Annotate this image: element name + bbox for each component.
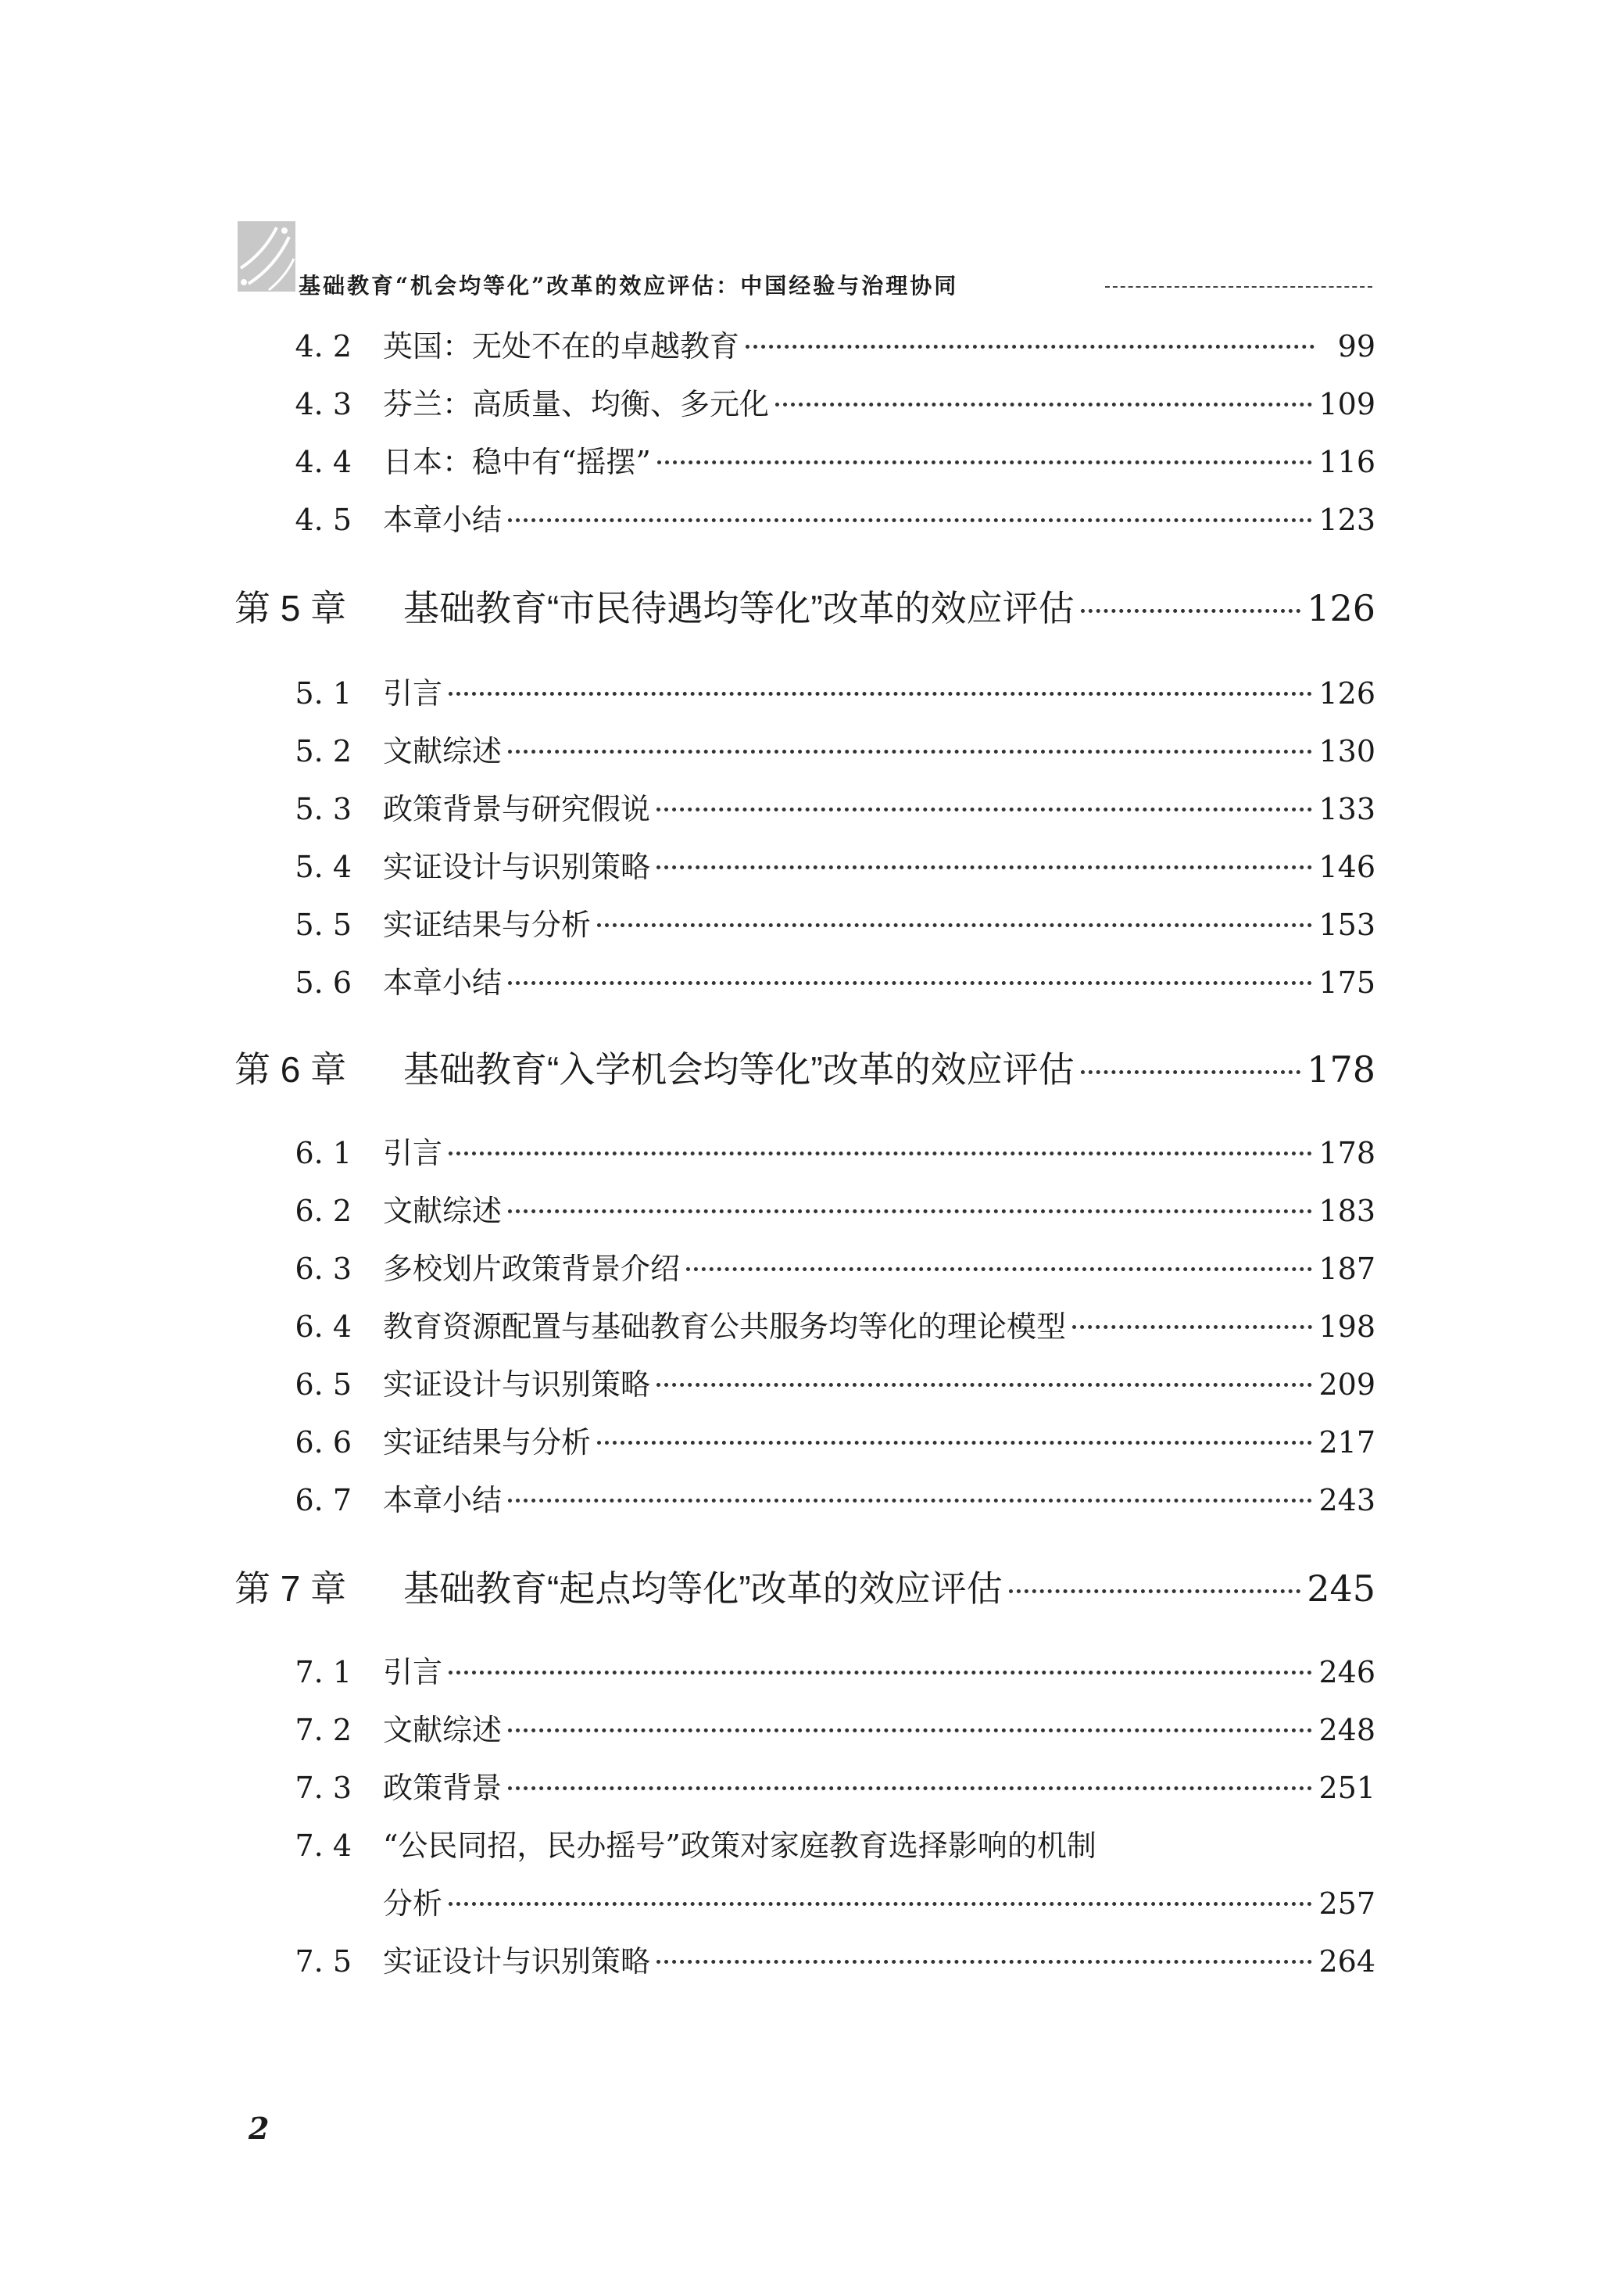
toc-title: 日本：稳中有“摇摆” <box>383 445 651 479</box>
toc-chapter-title: 基础教育“入学机会均等化”改革的效应评估 <box>403 1049 1075 1090</box>
toc-number: 4. 4 <box>295 445 352 479</box>
toc-number: 7. 3 <box>295 1771 352 1805</box>
toc-leader <box>508 1786 1312 1790</box>
toc-entry-6-2[interactable] <box>234 1187 1375 1227</box>
toc-chapter-number: 第 7 章 <box>234 1568 347 1609</box>
toc-title: 文献综述 <box>383 734 503 768</box>
toc-title: 英国：无处不在的卓越教育 <box>383 329 740 364</box>
toc-leader <box>449 1152 1312 1155</box>
toc-page: 126 <box>1318 676 1375 711</box>
toc-leader <box>508 1728 1312 1732</box>
toc-page: 245 <box>1307 1567 1375 1610</box>
toc-title: “公民同招，民办摇号”政策对家庭教育选择影响的机制 <box>383 1829 1096 1863</box>
toc-leader <box>449 1902 1312 1906</box>
toc-title: 芬兰：高质量、均衡、多元化 <box>383 387 770 421</box>
toc-entry-5-4[interactable] <box>234 843 1375 883</box>
toc-number: 7. 2 <box>295 1713 352 1747</box>
toc-chapter-title: 基础教育“市民待遇均等化”改革的效应评估 <box>403 588 1075 629</box>
running-header-title: 基础教育“机会均等化”改革的效应评估：中国经验与治理协同 <box>299 273 959 299</box>
toc-title: 本章小结 <box>383 965 503 1000</box>
header-dashed-rule <box>1105 286 1372 288</box>
toc-page: 246 <box>1318 1655 1375 1689</box>
toc-entry-6-4[interactable] <box>234 1302 1375 1343</box>
toc-leader <box>656 1383 1312 1387</box>
toc-title: 实证设计与识别策略 <box>383 1944 651 1979</box>
toc-number: 5. 2 <box>295 734 352 768</box>
toc-page: 178 <box>1307 1048 1375 1091</box>
toc-entry-4-4[interactable] <box>234 438 1375 478</box>
toc-number: 6. 3 <box>295 1252 352 1286</box>
toc-entry-7-4-continued[interactable] <box>234 1879 1375 1920</box>
toc-leader <box>449 692 1312 696</box>
toc-entry-5-5[interactable] <box>234 901 1375 941</box>
toc-leader <box>449 1671 1312 1675</box>
toc-page: 178 <box>1318 1136 1375 1170</box>
toc-page: 123 <box>1318 503 1375 537</box>
toc-number: 5. 5 <box>295 908 352 942</box>
toc-chapter-number: 第 5 章 <box>234 588 347 629</box>
toc-leader <box>508 518 1312 522</box>
toc-leader <box>1072 1325 1312 1329</box>
toc-leader <box>657 460 1313 464</box>
toc-chapter-6[interactable] <box>234 1041 1375 1091</box>
toc-title: 教育资源配置与基础教育公共服务均等化的理论模型 <box>383 1309 1067 1344</box>
toc-page: 130 <box>1318 734 1375 768</box>
toc-leader <box>686 1267 1312 1271</box>
toc-page: 198 <box>1318 1309 1375 1344</box>
toc-number: 5. 1 <box>295 676 352 711</box>
toc-page: 243 <box>1318 1483 1375 1517</box>
toc-page: 175 <box>1318 965 1375 1000</box>
toc-leader <box>508 981 1312 985</box>
toc-chapter-number: 第 6 章 <box>234 1049 347 1090</box>
toc-entry-7-3[interactable] <box>234 1764 1375 1804</box>
toc-leader <box>1009 1589 1301 1593</box>
toc-number: 5. 4 <box>295 850 352 884</box>
toc-title: 政策背景 <box>383 1771 503 1805</box>
toc-page: 187 <box>1318 1252 1375 1286</box>
toc-entry-7-2[interactable] <box>234 1706 1375 1746</box>
toc-number: 5. 3 <box>295 792 352 826</box>
toc-chapter-title: 基础教育“起点均等化”改革的效应评估 <box>403 1568 1003 1609</box>
toc-entry-4-2[interactable] <box>234 322 1375 363</box>
toc-page: 251 <box>1318 1771 1375 1805</box>
toc-entry-5-2[interactable] <box>234 727 1375 768</box>
toc-leader <box>656 1960 1312 1964</box>
toc-leader <box>597 923 1312 927</box>
toc-page: 146 <box>1318 850 1375 884</box>
toc-title: 政策背景与研究假说 <box>383 792 651 826</box>
toc-number: 7. 4 <box>295 1829 352 1863</box>
toc-leader <box>1081 1070 1301 1074</box>
toc-entry-5-1[interactable] <box>234 669 1375 710</box>
toc-title: 引言 <box>383 1655 443 1689</box>
header-logo-icon <box>238 221 295 292</box>
toc-chapter-5[interactable] <box>234 580 1375 627</box>
toc-page: 116 <box>1318 445 1375 479</box>
toc-page: 217 <box>1318 1425 1375 1460</box>
toc-number: 6. 1 <box>295 1136 352 1170</box>
toc-entry-5-3[interactable] <box>234 785 1375 826</box>
toc-leader <box>508 750 1312 754</box>
toc-entry-6-5[interactable] <box>234 1360 1375 1401</box>
toc-title: 分析 <box>383 1886 443 1921</box>
toc-leader <box>656 808 1312 811</box>
toc-page: 99 <box>1337 329 1375 364</box>
toc-page: 257 <box>1318 1886 1375 1921</box>
toc-number: 6. 7 <box>295 1483 352 1517</box>
toc-entry-4-3[interactable] <box>234 380 1375 421</box>
toc-number: 6. 5 <box>295 1367 352 1402</box>
toc-page: 248 <box>1318 1713 1375 1747</box>
toc-number: 7. 5 <box>295 1944 352 1979</box>
toc-entry-6-1[interactable] <box>234 1129 1375 1170</box>
toc-page: 209 <box>1318 1367 1375 1402</box>
page-number: 2 <box>249 2111 270 2146</box>
toc-entry-7-4[interactable] <box>234 1821 1375 1862</box>
toc-title: 文献综述 <box>383 1713 503 1747</box>
toc-page: 153 <box>1318 908 1375 942</box>
toc-title: 实证设计与识别策略 <box>383 850 651 884</box>
toc-title: 本章小结 <box>383 503 503 537</box>
toc-number: 4. 5 <box>295 503 352 537</box>
toc-entry-4-5[interactable] <box>234 496 1375 536</box>
toc-page: 133 <box>1318 792 1375 826</box>
toc-title: 引言 <box>383 676 443 711</box>
toc-entry-6-6[interactable] <box>234 1418 1375 1459</box>
toc-page: 264 <box>1318 1944 1375 1979</box>
toc-leader <box>1081 609 1301 613</box>
toc-entry-6-3[interactable] <box>234 1245 1375 1285</box>
toc-title: 实证结果与分析 <box>383 1425 592 1460</box>
toc-leader <box>775 403 1312 407</box>
toc-number: 7. 1 <box>295 1655 352 1689</box>
toc-number: 4. 2 <box>295 329 352 364</box>
toc-title: 实证结果与分析 <box>383 908 592 942</box>
toc-leader <box>656 865 1312 869</box>
toc-page: 126 <box>1307 587 1375 629</box>
toc-title: 多校划片政策背景介绍 <box>383 1252 681 1286</box>
toc-entry-6-7[interactable] <box>234 1476 1375 1517</box>
toc-number: 6. 2 <box>295 1194 352 1228</box>
toc-title: 实证设计与识别策略 <box>383 1367 651 1402</box>
toc-number: 4. 3 <box>295 387 352 421</box>
toc-number: 6. 4 <box>295 1309 352 1344</box>
toc-title: 本章小结 <box>383 1483 503 1517</box>
toc-title: 引言 <box>383 1136 443 1170</box>
toc-entry-7-1[interactable] <box>234 1648 1375 1689</box>
toc-number: 5. 6 <box>295 965 352 1000</box>
toc-leader <box>508 1209 1312 1213</box>
toc-title: 文献综述 <box>383 1194 503 1228</box>
toc-leader <box>746 345 1315 349</box>
toc-number: 6. 6 <box>295 1425 352 1460</box>
toc-chapter-7[interactable] <box>234 1560 1375 1610</box>
toc-page: 109 <box>1318 387 1375 421</box>
toc-leader <box>508 1499 1312 1503</box>
toc-entry-7-5[interactable] <box>234 1937 1375 1978</box>
toc-page: 183 <box>1318 1194 1375 1228</box>
toc-leader <box>597 1441 1312 1445</box>
toc-entry-5-6[interactable] <box>234 958 1375 999</box>
